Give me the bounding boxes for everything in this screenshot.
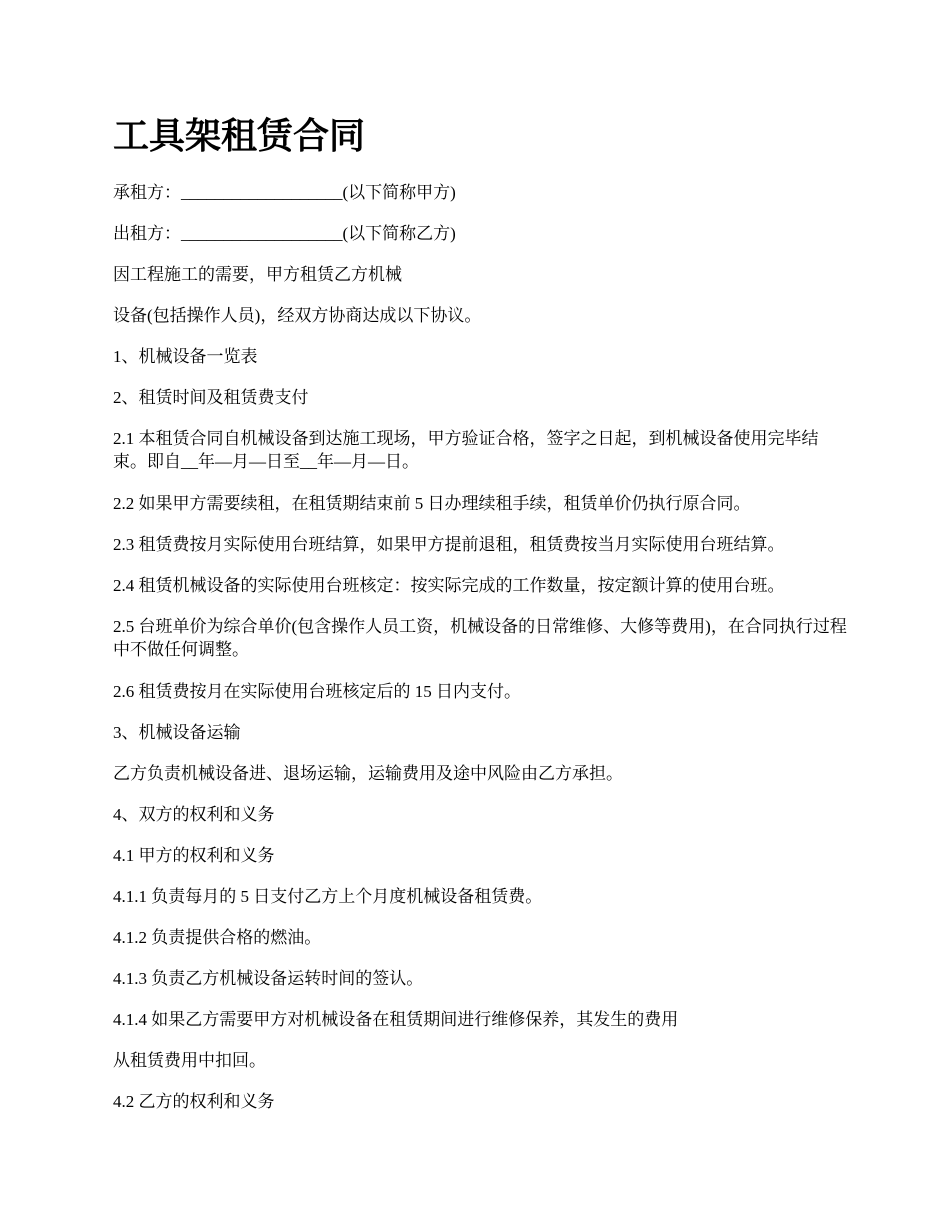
section-heading-1: 1、机械设备一览表 (113, 347, 258, 366)
paragraph-intro-2: 设备(包括操作人员)，经双方协商达成以下协议。 (113, 306, 482, 325)
document-title: 工具架租赁合同 (113, 115, 366, 157)
clause-2-3: 2.3 租赁费按月实际使用台班结算，如果甲方提前退租，租赁费按当月实际使用台班结算。 (113, 535, 785, 554)
clause-2-5: 2.5 台班单价为综合单价(包含操作人员工资，机械设备的日常维修、大修等费用)，在合同执行过程中不做任何调整。 (113, 617, 847, 659)
section-heading-2: 2、租赁时间及租赁费支付 (113, 388, 309, 407)
clause-4-1-4-continued: 从租赁费用中扣回。 (113, 1051, 266, 1070)
clause-3-text: 乙方负责机械设备进、退场运输，运输费用及途中风险由乙方承担。 (113, 764, 623, 783)
clause-4-1-2: 4.1.2 负责提供合格的燃油。 (113, 928, 322, 947)
clause-2-2: 2.2 如果甲方需要续租，在租赁期结束前 5 日办理续租手续，租赁单价仍执行原合同。 (113, 494, 751, 513)
clause-4-1-3: 4.1.3 负责乙方机械设备运转时间的签认。 (113, 969, 424, 988)
paragraph-lessor: 出租方：___________________(以下简称乙方) (113, 224, 456, 243)
clause-4-2: 4.2 乙方的权利和义务 (113, 1092, 275, 1111)
paragraph-lessee: 承租方：___________________(以下简称甲方) (113, 183, 456, 202)
clause-2-1: 2.1 本租赁合同自机械设备到达施工现场，甲方验证合格，签字之日起，到机械设备使用完毕结束。即自__年—月—日至__年—月—日。 (113, 429, 819, 471)
clause-4-1-4: 4.1.4 如果乙方需要甲方对机械设备在租赁期间进行维修保养，其发生的费用 (113, 1010, 679, 1029)
clause-4-1: 4.1 甲方的权利和义务 (113, 846, 275, 865)
paragraph-intro-1: 因工程施工的需要，甲方租赁乙方机械 (113, 265, 402, 284)
clause-2-6: 2.6 租赁费按月在实际使用台班核定后的 15 日内支付。 (113, 682, 521, 701)
clause-2-4: 2.4 租赁机械设备的实际使用台班核定：按实际完成的工作数量，按定额计算的使用台班。 (113, 576, 785, 595)
clause-4-1-1: 4.1.1 负责每月的 5 日支付乙方上个月度机械设备租赁费。 (113, 887, 543, 906)
section-heading-4: 4、双方的权利和义务 (113, 805, 275, 824)
section-heading-3: 3、机械设备运输 (113, 723, 241, 742)
